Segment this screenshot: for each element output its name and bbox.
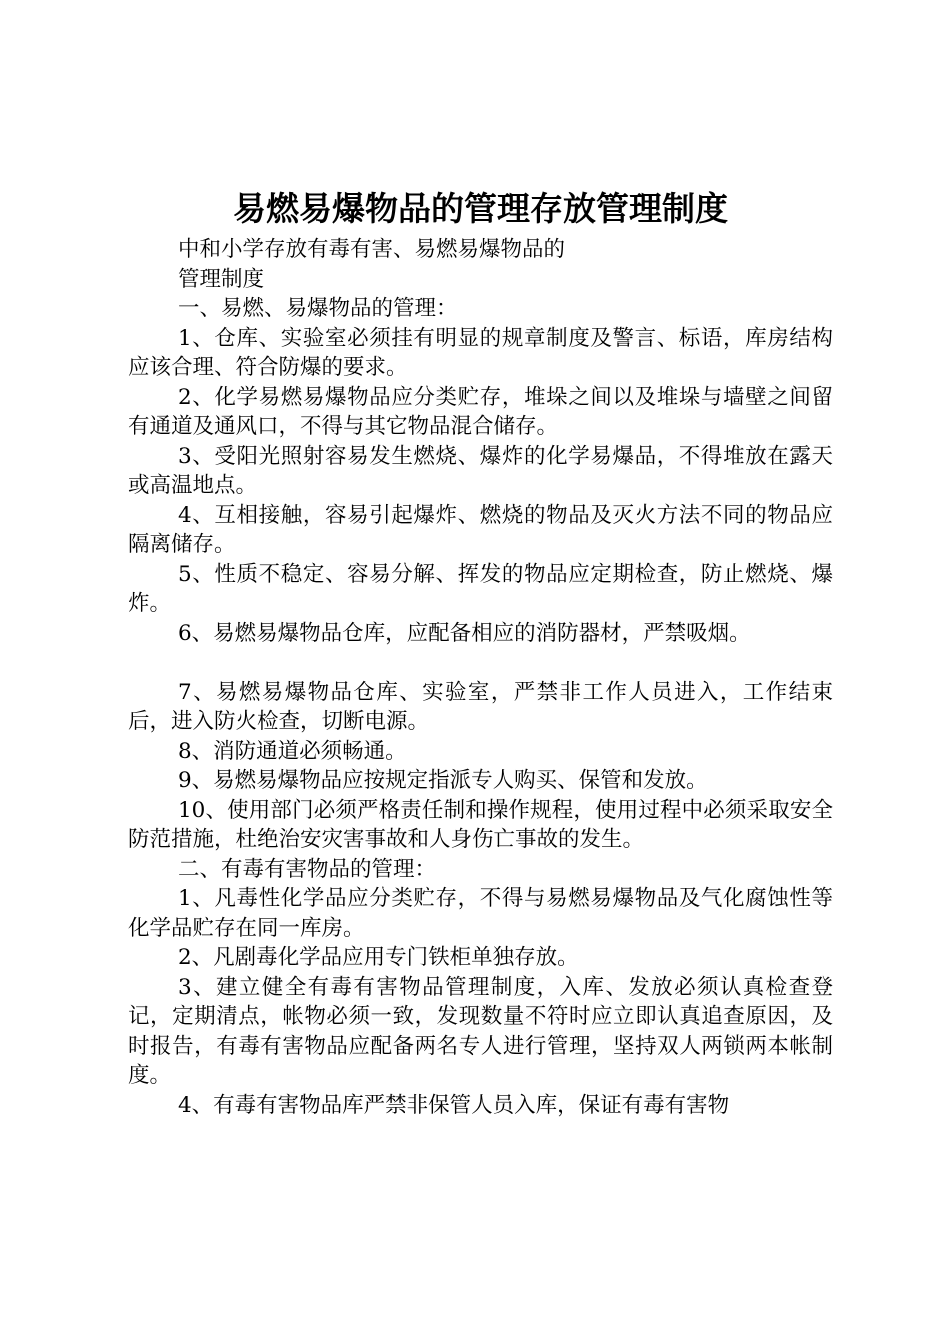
paragraph-item: 4、有毒有害物品库严禁非保管人员入库，保证有毒有害物 bbox=[178, 1092, 730, 1118]
paragraph-heading-line-1: 中和小学存放有毒有害、易燃易爆物品的 bbox=[178, 237, 566, 262]
paragraph-item: 9、易燃易爆物品应按规定指派专人购买、保管和发放。 bbox=[178, 768, 708, 793]
section-heading-flammable: 一、易燃、易爆物品的管理： bbox=[178, 296, 458, 321]
document-title: 易燃易爆物品的管理存放管理制度 bbox=[233, 189, 728, 228]
paragraph-item: 6、易燃易爆物品仓库，应配备相应的消防器材，严禁吸烟。 bbox=[178, 620, 751, 646]
paragraph-heading-line-2: 管理制度 bbox=[178, 266, 265, 292]
paragraph-item: 4、互相接触，容易引起爆炸、燃烧的物品及灭火方法不同的物品应隔离储存。 bbox=[128, 502, 833, 557]
paragraph-item: 3、建立健全有毒有害物品管理制度，入库、发放必须认真检查登记，定期清点，帐物必须一致，发现数量不符时应立即认真追查原因，及时报告，有毒有害物品应配备两名专人进行管理，坚持双人两锁两本帐制度。 bbox=[128, 974, 833, 1088]
paragraph-item: 10、使用部门必须严格责任制和操作规程，使用过程中必须采取安全防范措施，杜绝治安灾害事故和人身伤亡事故的发生。 bbox=[128, 797, 833, 852]
paragraph-item: 8、消防通道必须畅通。 bbox=[178, 738, 407, 764]
paragraph-item: 1、仓库、实验室必须挂有明显的规章制度及警言、标语，库房结构应该合理、符合防爆的要求。 bbox=[128, 325, 833, 380]
blank-line bbox=[128, 648, 833, 678]
paragraph-item: 2、凡剧毒化学品应用专门铁柜单独存放。 bbox=[178, 945, 579, 970]
section-heading-toxic: 二、有毒有害物品的管理： bbox=[178, 856, 437, 882]
paragraph-item: 2、化学易燃易爆物品应分类贮存，堆垛之间以及堆垛与墙壁之间留有通道及通风口，不得与其它物品混合储存。 bbox=[128, 384, 833, 439]
document-page bbox=[128, 183, 833, 1120]
paragraph-item: 7、易燃易爆物品仓库、实验室，严禁非工作人员进入，工作结束后，进入防火检查，切断电源。 bbox=[128, 679, 833, 734]
paragraph-item: 5、性质不稳定、容易分解、挥发的物品应定期检查，防止燃烧、爆炸。 bbox=[128, 561, 833, 616]
paragraph-item: 1、凡毒性化学品应分类贮存，不得与易燃易爆物品及气化腐蚀性等化学品贮存在同一库房。 bbox=[128, 886, 833, 941]
paragraph-item: 3、受阳光照射容易发生燃烧、爆炸的化学易爆品，不得堆放在露天或高温地点。 bbox=[128, 443, 833, 498]
